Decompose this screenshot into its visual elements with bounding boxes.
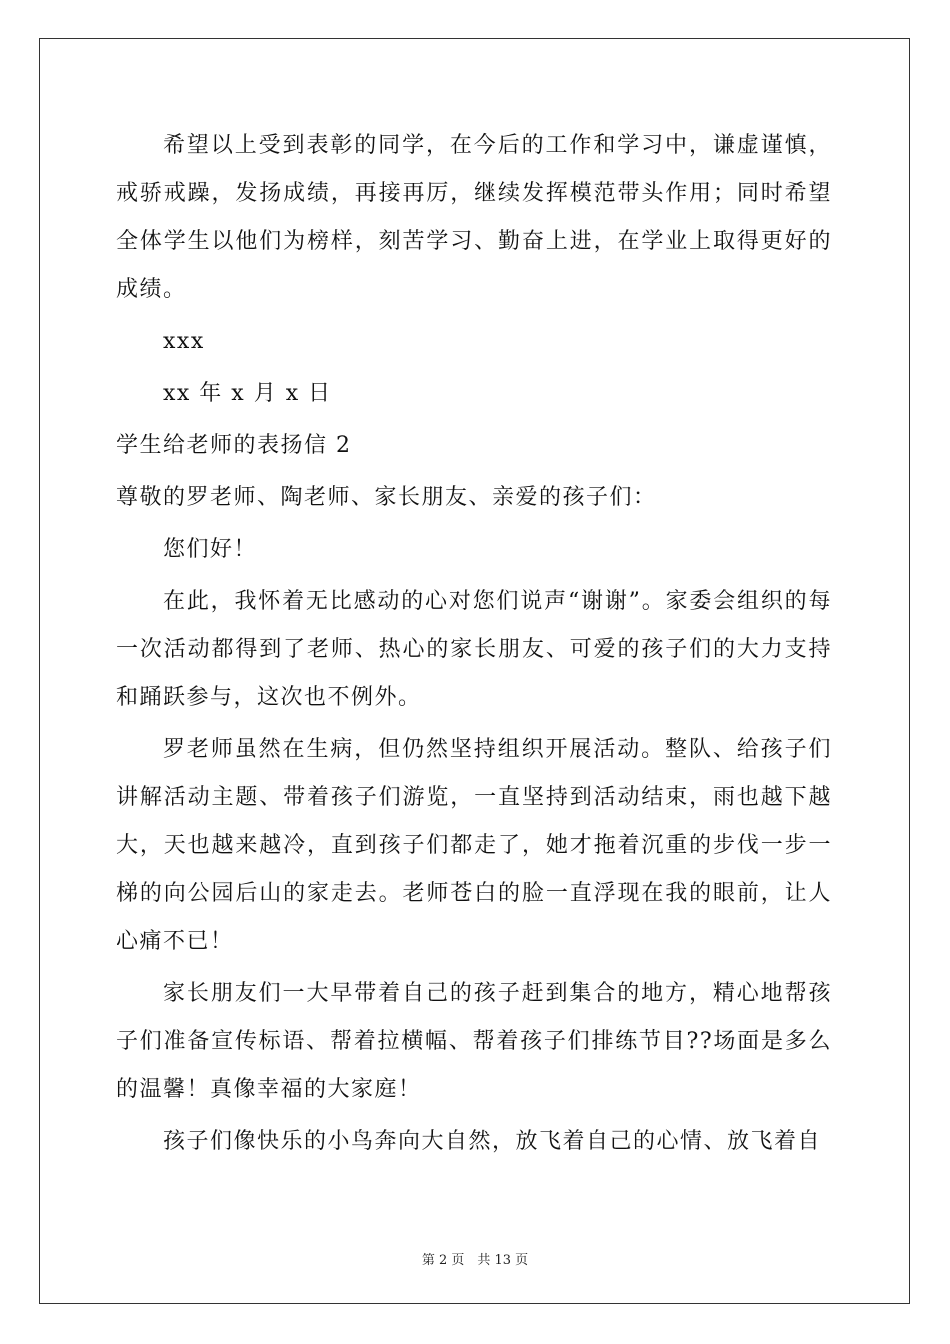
paragraph-thanks: 在此，我怀着无比感动的心对您们说声“谢谢”。家委会组织的每一次活动都得到了老师、热心的家长朋友、可爱的孩子们的大力支持和踊跃参与，这次也不例外。: [116, 589, 832, 710]
paragraph-parents: 家长朋友们一大早带着自己的孩子赶到集合的地方，精心地帮孩子们准备宣传标语、帮着拉横幅、帮着孩子们排练节目??场面是多么的温馨！真像幸福的大家庭！: [116, 981, 832, 1102]
letter-title: 学生给老师的表扬信 2: [116, 433, 352, 458]
paragraph-children: 孩子们像快乐的小鸟奔向大自然，放飞着自己的心情、放飞着自: [163, 1129, 822, 1154]
paragraph-commendation-closing: 希望以上受到表彰的同学，在今后的工作和学习中，谦虚谨慎，戒骄戒躁，发扬成绩，再接再厉，继续发挥模范带头作用；同时希望全体学生以他们为榜样，刻苦学习、勤奋上进，在学业上取得更好的成绩。: [116, 133, 832, 302]
letter-greeting: 您们好！: [163, 537, 258, 562]
signature-date: xx 年 x 月 x 日: [163, 381, 332, 406]
signature-name: xxx: [163, 329, 205, 354]
page-number-footer: 第 2 页 共 13 页: [421, 1253, 529, 1268]
document-body: [116, 122, 832, 1170]
letter-salutation: 尊敬的罗老师、陶老师、家长朋友、亲爱的孩子们：: [116, 485, 657, 510]
paragraph-teacher: 罗老师虽然在生病，但仍然坚持组织开展活动。整队、给孩子们讲解活动主题、带着孩子们游览，一直坚持到活动结束，雨也越下越大，天也越来越冷，直到孩子们都走了，她才拖着沉重的步伐一步一梯的向公园后山的家走去。老师苍白的脸一直浮现在我的眼前，让人心痛不已！: [116, 737, 832, 954]
